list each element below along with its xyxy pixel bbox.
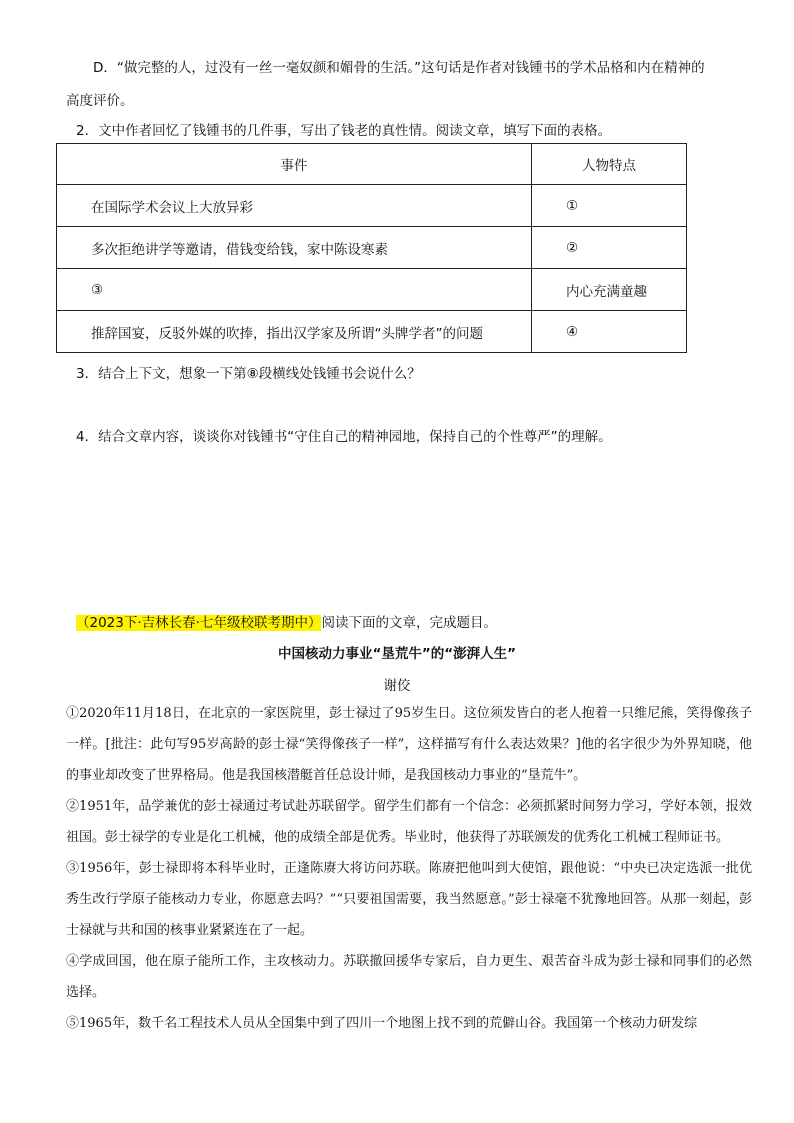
- table-cell-event: 推辞国宴，反驳外媒的吹捧，指出汉学家及所谓“头牌学者”的问题: [57, 311, 532, 353]
- q1-option-d-line1: D．“做完整的人，过没有一丝一毫奴颜和媚骨的生活。”这句话是作者对钱锺书的学术品格和内在精神的: [93, 60, 705, 76]
- q2-prompt: 2．文中作者回忆了钱锺书的几件事，写出了钱老的真性情。阅读文章，填写下面的表格。: [76, 123, 612, 139]
- table-header-row: [57, 144, 687, 185]
- table-cell-event: 在国际学术会议上大放异彩: [57, 185, 532, 227]
- table-cell-trait: ④: [532, 311, 687, 353]
- table-cell-event: ③: [57, 269, 532, 311]
- paragraph-5: ⑤1965年，数千名工程技术人员从全国集中到了四川一个地图上找不到的荒僻山谷。我国第一个核动力研发综: [66, 1016, 698, 1031]
- paragraph-2: ②1951年，品学兼优的彭士禄通过考试赴苏联留学。留学生们都有一个信念：必须抓紧时间努力学习，学好本领，报效祖国。彭士禄学的专业是化工机械，他的成绩全部是优秀。毕业时，他获得了苏联颁发的优秀化工机械工程师证书。: [66, 799, 752, 845]
- table-cell-trait: 内心充满童趣: [532, 269, 687, 311]
- q4-prompt: 4．结合文章内容，谈谈你对钱锺书“守住自己的精神园地，保持自己的个性尊严”的理解。: [76, 429, 612, 445]
- table-cell-trait: ②: [532, 227, 687, 269]
- table-row: [57, 185, 687, 227]
- section-instruction: 阅读下面的文章，完成题目。: [321, 615, 497, 631]
- table-row: [57, 227, 687, 269]
- q3-prompt: 3．结合上下文，想象一下第⑧段横线处钱锺书会说什么？: [76, 366, 421, 382]
- table-cell-trait: ①: [532, 185, 687, 227]
- q1-option-d-line2: 高度评价。: [66, 93, 134, 109]
- article-title: 中国核动力事业“垦荒牛”的“澎湃人生”: [278, 646, 516, 662]
- paragraph-4: ④学成回国，他在原子能所工作，主攻核动力。苏联撤回援华专家后，自力更生、艰苦奋斗成为彭士禄和同事们的必然选择。: [66, 954, 752, 1000]
- table-cell-event: 多次拒绝讲学等邀请，借钱变给钱，家中陈设寒素: [57, 227, 532, 269]
- paragraph-3: ③1956年，彭士禄即将本科毕业时，正逢陈赓大将访问苏联。陈赓把他叫到大使馆，跟他说：“中央已决定选派一批优秀生改行学原子能核动力专业，你愿意去吗？”“只要祖国需要，我当然愿意。”彭士禄毫不犹豫地回答。从那一刻起，彭士禄就与共和国的核事业紧紧连在了一起。: [66, 861, 752, 938]
- table-header-trait: 人物特点: [532, 144, 687, 185]
- article-author: 谢佼: [383, 678, 411, 694]
- event-trait-table: [56, 143, 687, 353]
- section-intro: [76, 611, 497, 631]
- source-tag: （2023下·吉林长春·七年级校联考期中）: [76, 615, 322, 631]
- table-row: [57, 311, 687, 353]
- article-body: [66, 698, 752, 1039]
- table-row: [57, 269, 687, 311]
- table-header-event: 事件: [57, 144, 532, 185]
- paragraph-1: ①2020年11月18日，在北京的一家医院里，彭士禄过了95岁生日。这位须发皆白的老人抱着一只维尼熊，笑得像孩子一样。[批注：此句写95岁高龄的彭士禄“笑得像孩子一样”，这样描写有什么表达效果？]他的名字很少为外界知晓，他的事业却改变了世界格局。他是我国核潜艇首任总设计师，是我国核动力事业的“垦荒牛”。: [66, 706, 752, 783]
